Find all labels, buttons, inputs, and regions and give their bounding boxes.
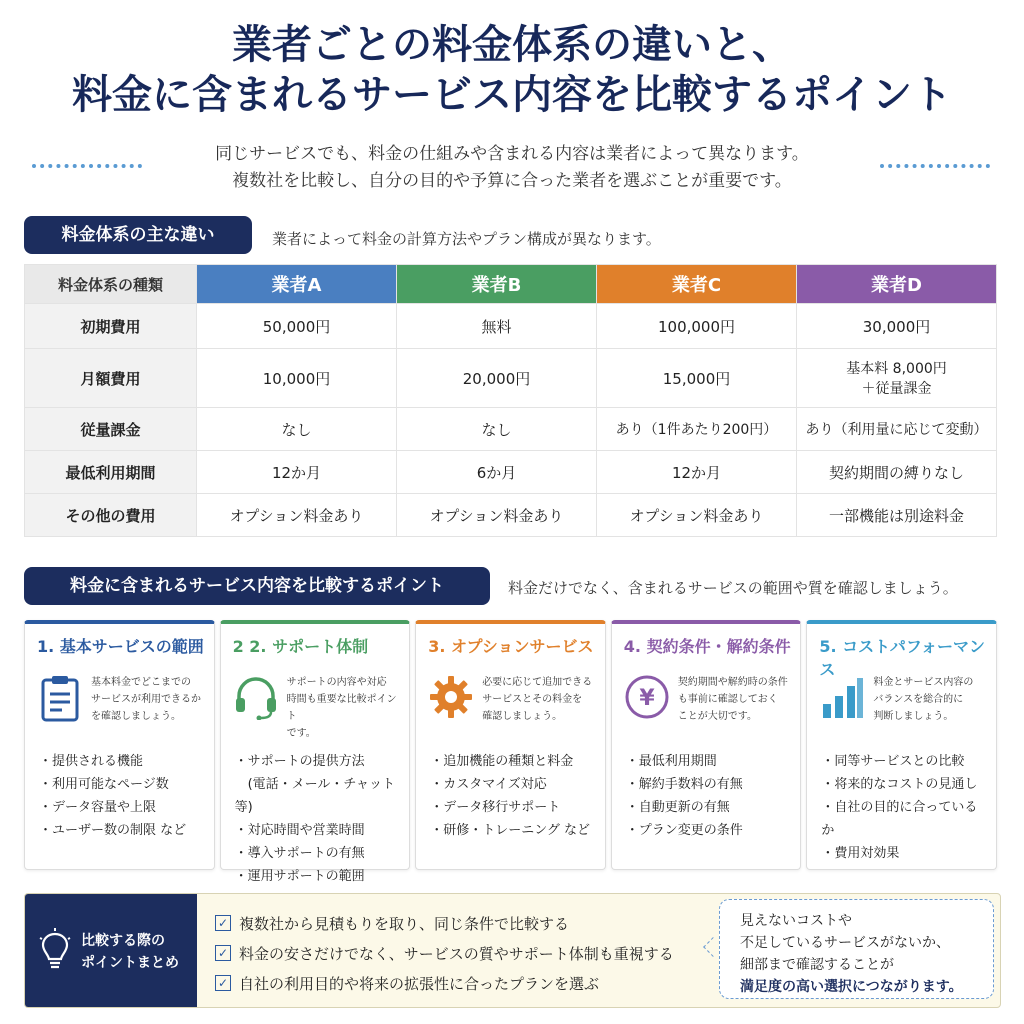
title-line-2: 料金に含まれるサービス内容を比較するポイント	[72, 72, 952, 118]
table-corner-header: 料金体系の種類	[25, 265, 197, 304]
comparison-cards	[24, 620, 997, 884]
bubble-line-1: 見えないコストや	[740, 913, 852, 929]
section-service-label: 料金に含まれるサービス内容を比較するポイント	[24, 567, 490, 605]
card-description: 必要に応じて追加できる サービスとその料金を 確認しましょう。	[482, 677, 593, 722]
yen-icon	[620, 674, 674, 736]
checkbox-checked-icon: ✓	[215, 975, 231, 991]
card-description: サポートの内容や対応 時間も重要な比較ポイント です。	[286, 677, 397, 739]
row-header: 月額費用	[25, 349, 197, 408]
checklist-item	[215, 938, 674, 968]
table-cell: 無料	[397, 304, 597, 349]
table-header-row	[25, 265, 997, 304]
table-cell: 10,000円	[197, 349, 397, 408]
table-row	[25, 349, 997, 408]
table-cell: 基本料 8,000円 ＋従量課金	[797, 349, 997, 408]
card-title: 3. オプションサービス	[428, 637, 594, 656]
list-item: ・利用可能なページ数	[39, 777, 169, 792]
card-bullet-list	[229, 750, 402, 888]
checklist-item-text: 自社の利用目的や将来の拡張性に合ったプランを選ぶ	[239, 974, 600, 993]
list-item: ・研修・トレーニング など	[430, 823, 591, 838]
table-row	[25, 304, 997, 349]
title-line-1: 業者ごとの料金体系の違いと、	[232, 22, 792, 68]
table-row	[25, 451, 997, 494]
bubble-emphasis: 満足度の高い選択につながります。	[740, 979, 963, 995]
comparison-card	[415, 620, 606, 870]
row-header: 初期費用	[25, 304, 197, 349]
comparison-card	[24, 620, 215, 870]
list-item: (電話・メール・チャット等)	[234, 777, 396, 815]
headset-icon	[229, 674, 283, 736]
section-service-note: 料金だけでなく、含まれるサービスの範囲や質を確認しましょう。	[508, 579, 958, 597]
list-item: ・ユーザー数の制限 など	[39, 823, 187, 838]
card-body	[424, 674, 597, 736]
section-pricing-note: 業者によって料金の計算方法やプラン構成が異なります。	[272, 230, 661, 248]
vendor-b-header: 業者B	[397, 265, 597, 304]
svg-text:¥: ¥	[639, 686, 655, 711]
list-item: ・解約手数料の有無	[625, 777, 743, 792]
table-cell: 6か月	[397, 451, 597, 494]
row-header: 従量課金	[25, 408, 197, 451]
list-item: ・サポートの提供方法	[234, 754, 365, 769]
table-cell: オプション料金あり	[597, 494, 797, 537]
list-item: ・同等サービスとの比較	[821, 754, 965, 769]
summary-label-line-1: 比較する際の	[81, 933, 165, 949]
list-item: ・自社の目的に合っているか	[821, 800, 978, 838]
table-cell: 20,000円	[397, 349, 597, 408]
card-bullet-list	[815, 750, 988, 865]
pricing-table	[24, 264, 997, 537]
bar-chart-icon	[815, 674, 869, 736]
table-cell: オプション料金あり	[197, 494, 397, 537]
list-item: ・最低利用期間	[625, 754, 717, 769]
table-cell: 15,000円	[597, 349, 797, 408]
list-item: ・プラン変更の条件	[625, 823, 743, 838]
card-body	[229, 674, 402, 739]
list-item: ・自動更新の有無	[625, 800, 730, 815]
vendor-c-header: 業者C	[597, 265, 797, 304]
card-description: 基本料金でどこまでの サービスが利用できるか を確認しましょう。	[91, 677, 201, 722]
card-title: 5. コストパフォーマンス	[819, 637, 986, 679]
intro-line-2: 複数社を比較し、自分の目的や予算に合った業者を選ぶことが重要です。	[232, 171, 792, 191]
table-row	[25, 494, 997, 537]
table-cell: 12か月	[197, 451, 397, 494]
table-cell: 30,000円	[797, 304, 997, 349]
card-body	[815, 674, 988, 736]
bubble-line-3: 細部まで確認することが	[740, 957, 894, 973]
card-title: 1. 基本サービスの範囲	[37, 637, 204, 656]
list-item: ・導入サポートの有無	[234, 846, 365, 861]
card-bullet-list	[33, 750, 206, 842]
summary-label	[81, 930, 179, 974]
card-description: 契約期間や解約時の条件 も事前に確認しておく ことが大切です。	[677, 677, 788, 722]
summary-label-line-2: ポイントまとめ	[81, 955, 179, 971]
vendor-a-header: 業者A	[197, 265, 397, 304]
table-cell: 契約期間の縛りなし	[797, 451, 997, 494]
gear-icon	[424, 674, 478, 736]
list-item: ・将来的なコストの見通し	[821, 777, 978, 792]
vendor-d-header: 業者D	[797, 265, 997, 304]
table-cell: 50,000円	[197, 304, 397, 349]
card-body	[620, 674, 793, 736]
intro-line-1: 同じサービスでも、料金の仕組みや含まれる内容は業者によって異なります。	[215, 144, 809, 164]
table-cell: なし	[197, 408, 397, 451]
card-title: 4. 契約条件・解約条件	[623, 637, 791, 656]
list-item: ・カスタマイズ対応	[430, 777, 547, 792]
table-row	[25, 408, 997, 451]
list-item: ・費用対効果	[821, 846, 900, 861]
table-cell: あり（利用量に応じて変動）	[797, 408, 997, 451]
section-pricing-label: 料金体系の主な違い	[24, 216, 252, 254]
table-cell: あり（1件あたり200円）	[597, 408, 797, 451]
intro-text	[0, 141, 1024, 195]
clipboard-icon	[33, 674, 87, 736]
bubble-line-2: 不足しているサービスがないか、	[740, 935, 950, 951]
comparison-card	[806, 620, 997, 870]
card-bullet-list	[620, 750, 793, 842]
table-cell: なし	[397, 408, 597, 451]
checklist-item-text: 料金の安さだけでなく、サービスの質やサポート体制も重視する	[239, 944, 674, 963]
list-item: ・提供される機能	[39, 754, 144, 769]
card-title: 2 2. サポート体制	[232, 637, 369, 656]
checklist-item-text: 複数社から見積もりを取り、同じ条件で比較する	[239, 914, 570, 933]
comparison-card	[611, 620, 802, 870]
row-header: 最低利用期間	[25, 451, 197, 494]
checklist-item	[215, 908, 674, 938]
card-body	[33, 674, 206, 736]
summary-speech-bubble	[719, 899, 994, 999]
list-item: ・データ容量や上限	[39, 800, 157, 815]
page-title	[0, 20, 1024, 120]
list-item: ・対応時間や営業時間	[234, 823, 365, 838]
summary-checklist	[215, 908, 674, 998]
card-description: 料金とサービス内容の バランスを総合的に 判断しましょう。	[873, 677, 974, 722]
summary-label-block	[25, 894, 197, 1008]
table-cell: 100,000円	[597, 304, 797, 349]
list-item: ・運用サポートの範囲	[234, 869, 365, 884]
comparison-card	[220, 620, 411, 884]
list-item: ・追加機能の種類と料金	[430, 754, 574, 769]
lightbulb-icon	[39, 928, 71, 972]
table-cell: オプション料金あり	[397, 494, 597, 537]
checkbox-checked-icon: ✓	[215, 945, 231, 961]
row-header: その他の費用	[25, 494, 197, 537]
checkbox-checked-icon: ✓	[215, 915, 231, 931]
checklist-item	[215, 968, 674, 998]
table-cell: 一部機能は別途料金	[797, 494, 997, 537]
list-item: ・データ移行サポート	[430, 800, 561, 815]
summary-panel	[24, 893, 1001, 1008]
card-bullet-list	[424, 750, 597, 842]
table-cell: 12か月	[597, 451, 797, 494]
